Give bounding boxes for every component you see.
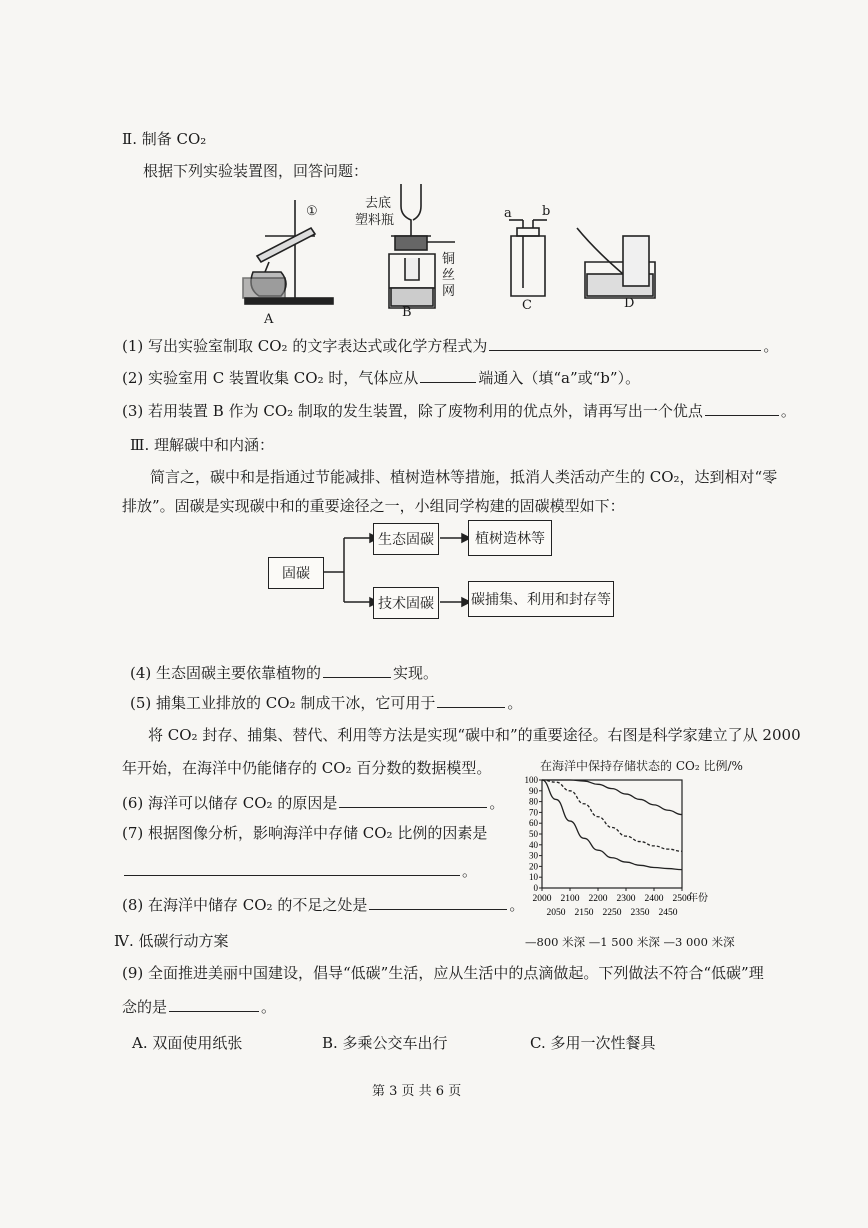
series-line-1 (542, 780, 682, 851)
apparatus-label-b: B (402, 305, 412, 320)
section-3-para1-line2: 排放”。固碳是实现碳中和的重要途径之一，小组同学构建的固碳模型如下： (122, 497, 625, 515)
question-3: (3) 若用装置 B 作为 CO₂ 制取的发生装置，除了废物利用的优点外，请再写出一个优点 。 (122, 402, 796, 420)
question-5: (5) 捕集工业排放的 CO₂ 制成干冰，它可用于 。 (130, 694, 523, 712)
x-tick-label: 2350 (630, 908, 650, 918)
answer-blank-5[interactable] (437, 692, 505, 708)
answer-blank-8[interactable] (369, 894, 507, 910)
bottle-label-line2: 塑料瓶 (355, 213, 395, 228)
x-tick-label: 2100 (560, 894, 580, 904)
y-tick-label: 80 (529, 796, 538, 807)
answer-blank-1[interactable] (489, 335, 761, 351)
answer-blank-7[interactable] (124, 860, 460, 876)
diagram-root-box: 固碳 (268, 557, 324, 589)
apparatus-a (243, 200, 333, 304)
answer-blank-4[interactable] (323, 662, 391, 678)
y-tick-label: 40 (529, 839, 538, 850)
y-tick-label: 10 (529, 872, 538, 883)
answer-blank-2[interactable] (420, 367, 476, 383)
chart-legend: —800 米深 —1 500 米深 —3 000 米深 (525, 935, 735, 949)
apparatus-label-c: C (522, 298, 532, 313)
y-tick-label: 20 (529, 861, 538, 872)
apparatus-d (577, 228, 655, 298)
apparatus-label-a: A (264, 312, 274, 327)
x-tick-label: 2400 (644, 894, 664, 904)
option-b[interactable]: B. 多乘公交车出行 (322, 1034, 448, 1052)
y-tick-label: 70 (529, 807, 538, 818)
y-tick-label: 50 (529, 829, 538, 839)
section-3-para2-line1: 将 CO₂ 封存、捕集、替代、利用等方法是实现“碳中和”的重要途径。右图是科学家建立了从 2000 (148, 726, 801, 744)
question-7: (7) 根据图像分析，影响海洋中存储 CO₂ 比例的因素是 (122, 824, 488, 842)
port-a-label: a (504, 206, 512, 221)
mesh-label-3: 网 (442, 284, 456, 299)
section-3-para2-line2: 年开始，在海洋中仍能储存的 CO₂ 百分数的数据模型。 (122, 759, 492, 777)
y-tick-label: 30 (529, 850, 538, 861)
page-footer: 第 3 页 共 6 页 (372, 1084, 462, 1099)
option-a[interactable]: A. 双面使用纸张 (132, 1034, 243, 1052)
question-1: (1) 写出实验室制取 CO₂ 的文字表达式或化学方程式为 。 (122, 337, 779, 355)
diagram-eco-leaf-box: 植树造林等 (468, 520, 552, 556)
answer-blank-6[interactable] (339, 792, 487, 808)
diagram-tech-leaf-box: 碳捕集、利用和封存等 (468, 581, 614, 617)
x-tick-label: 2500 (672, 894, 692, 904)
x-tick-label: 2000 (532, 894, 552, 904)
diagram-eco-box: 生态固碳 (373, 523, 439, 555)
x-tick-label: 2150 (574, 908, 594, 918)
circle-label-1: ① (306, 204, 318, 219)
x-tick-label: 2450 (658, 908, 678, 918)
y-tick-label: 0 (533, 883, 538, 893)
section-2-title: Ⅱ. 制备 CO₂ (122, 130, 207, 148)
section-4-title: Ⅳ. 低碳行动方案 (114, 932, 229, 950)
answer-blank-3[interactable] (705, 400, 779, 416)
section-3-para1-line1: 简言之，碳中和是指通过节能减排、植树造林等措施，抵消人类活动产生的 CO₂，达到相对“零 (150, 468, 778, 486)
answer-blank-9[interactable] (169, 996, 259, 1012)
x-tick-label: 2250 (602, 908, 622, 918)
question-2: (2) 实验室用 C 装置收集 CO₂ 时，气体应从 端通入（填“a”或“b”）。 (122, 369, 641, 387)
x-axis-label: 年份 (688, 893, 708, 904)
port-b-label: b (542, 204, 551, 219)
y-tick-label: 90 (529, 785, 538, 796)
bottle-label-line1: 去底 (365, 196, 392, 211)
section-3-title: Ⅲ. 理解碳中和内涵： (130, 436, 275, 454)
ocean-co2-chart (520, 772, 730, 922)
apparatus-c (509, 220, 547, 296)
diagram-tech-box: 技术固碳 (373, 587, 439, 619)
mesh-label-1: 铜 (442, 252, 456, 267)
question-9-line1: (9) 全面推进美丽中国建设，倡导“低碳”生活，应从生活中的点滴做起。下列做法不符合“低碳”理 (122, 964, 764, 982)
option-c[interactable]: C. 多用一次性餐具 (530, 1034, 656, 1052)
mesh-label-2: 丝 (442, 268, 456, 283)
question-7-answer-line: 。 (122, 860, 477, 881)
series-line-0 (542, 780, 682, 870)
question-8: (8) 在海洋中储存 CO₂ 的不足之处是 。 (122, 896, 525, 914)
x-tick-label: 2200 (588, 894, 608, 904)
y-tick-label: 100 (524, 775, 538, 785)
question-4: (4) 生态固碳主要依靠植物的 实现。 (130, 664, 439, 682)
chart-title: 在海洋中保持存储状态的 CO₂ 比例/% (540, 759, 743, 773)
y-tick-label: 60 (529, 818, 538, 829)
section-2-intro: 根据下列实验装置图，回答问题： (143, 162, 369, 180)
question-9-line2: 念的是 。 (122, 998, 277, 1016)
question-6: (6) 海洋可以储存 CO₂ 的原因是 。 (122, 794, 505, 812)
apparatus-label-d: D (624, 296, 635, 311)
x-tick-label: 2050 (546, 908, 566, 918)
chart-frame (542, 780, 682, 888)
x-tick-label: 2300 (616, 894, 636, 904)
